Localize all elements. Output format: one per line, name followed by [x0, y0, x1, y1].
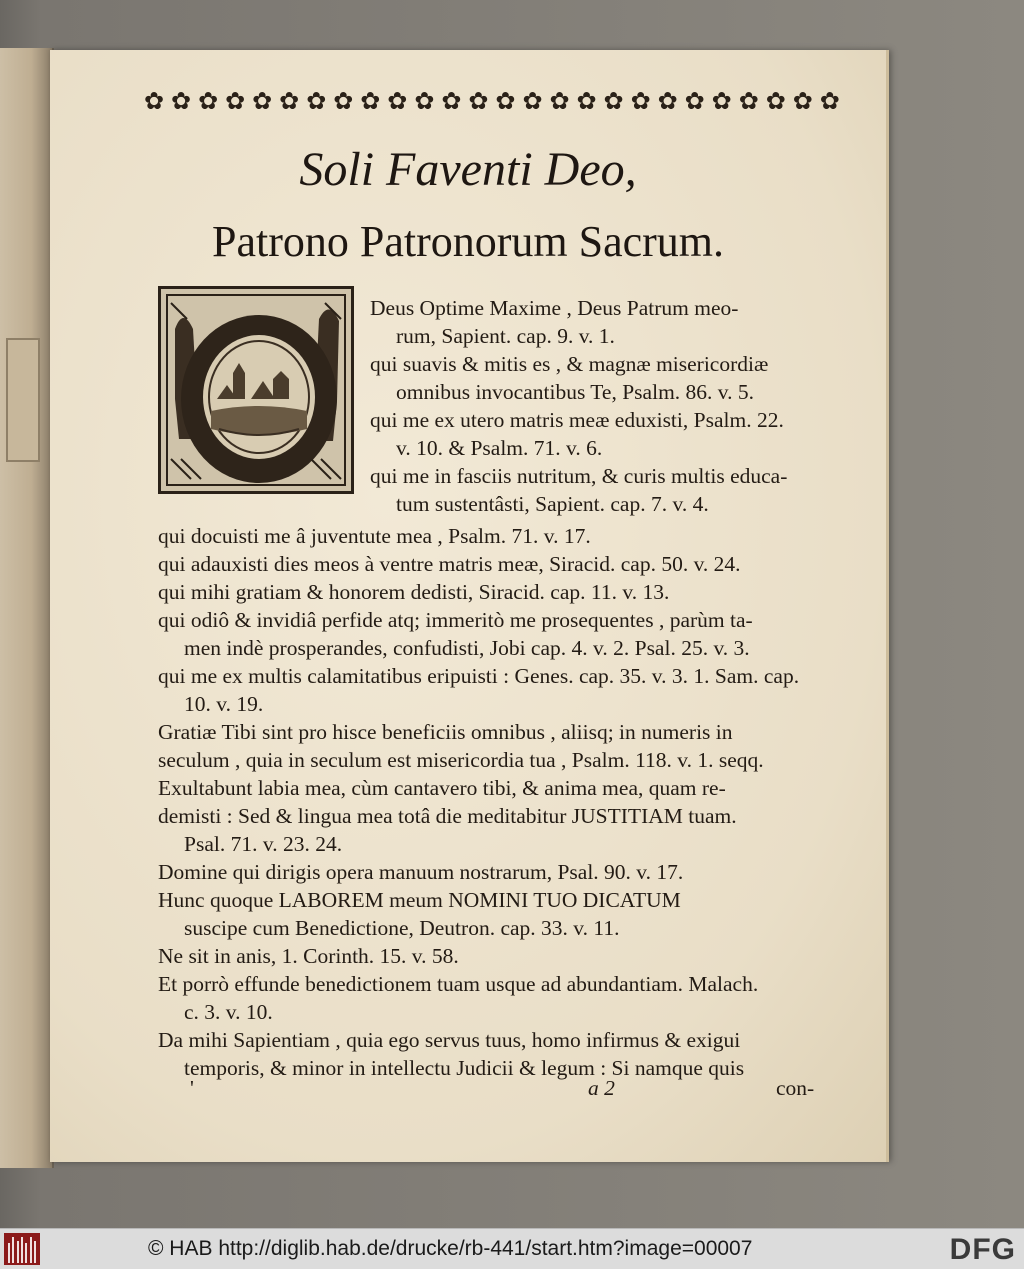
ornament-flower-icon: ✿ — [333, 88, 354, 114]
text-line: qui docuisti me â juventute mea , Psalm. 71. v. 17. — [158, 524, 591, 548]
text-line: qui me ex utero matris meæ eduxisti, Psalm. 22. — [370, 408, 784, 432]
ornament-flower-icon: ✿ — [630, 88, 651, 114]
text-line: Da mihi Sapientiam , quia ego servus tuus, homo infirmus & exigui — [158, 1028, 741, 1052]
dfg-logo: DFG — [949, 1233, 1016, 1266]
text-line: qui me in fasciis nutritum, & curis multis educa- — [370, 464, 788, 488]
ornament-flower-icon: ✿ — [792, 88, 813, 114]
ornament-flower-icon: ✿ — [225, 88, 246, 114]
text-line: temporis, & minor in intellectu Judicii & legum : Si namque quis — [184, 1056, 745, 1080]
ornament-flower-icon: ✿ — [576, 88, 597, 114]
text-line: 10. v. 19. — [184, 692, 264, 716]
ornament-flower-icon: ✿ — [441, 88, 462, 114]
text-line: Deus Optime Maxime , Deus Patrum meo- — [370, 296, 739, 320]
signature-mark: a 2 — [588, 1076, 615, 1100]
ornament-flower-icon: ✿ — [819, 88, 840, 114]
text-line: Et porrò effunde benedictionem tuam usque ad abundantiam. Malach. — [158, 972, 759, 996]
ornament-flower-icon: ✿ — [279, 88, 300, 114]
ornament-border-row — [144, 88, 840, 114]
ornament-flower-icon: ✿ — [171, 88, 192, 114]
text-line: v. 10. & Psalm. 71. v. 6. — [396, 436, 603, 460]
text-line: tum sustentâsti, Sapient. cap. 7. v. 4. — [396, 492, 709, 516]
text-line: qui suavis & mitis es , & magnæ misericordiæ — [370, 352, 769, 376]
catchword: con- — [776, 1076, 815, 1100]
text-line: rum, Sapient. cap. 9. v. 1. — [396, 324, 615, 348]
footer-bar — [0, 1228, 1024, 1269]
ornament-flower-icon: ✿ — [711, 88, 732, 114]
ornament-flower-icon: ✿ — [144, 88, 165, 114]
ornament-flower-icon: ✿ — [468, 88, 489, 114]
text-line: omnibus invocantibus Te, Psalm. 86. v. 5. — [396, 380, 755, 404]
text-line: Psal. 71. v. 23. 24. — [184, 832, 343, 856]
footer-credit-link[interactable]: © HAB http://diglib.hab.de/drucke/rb-441/start.htm?image=00007 — [148, 1237, 753, 1260]
text-line: suscipe cum Benedictione, Deutron. cap. 33. v. 11. — [184, 916, 620, 940]
book-page — [50, 50, 889, 1162]
decorated-initial-icon — [158, 286, 354, 494]
page-mark: ' — [190, 1076, 194, 1100]
page-subtitle: Patrono Patronorum Sacrum. — [211, 217, 725, 266]
ornament-flower-icon: ✿ — [765, 88, 786, 114]
text-line: seculum , quia in seculum est misericordia tua , Psalm. 118. v. 1. seqq. — [158, 748, 764, 772]
ornament-flower-icon: ✿ — [657, 88, 678, 114]
ornament-flower-icon: ✿ — [684, 88, 705, 114]
previous-page-edge — [0, 48, 54, 1168]
edge-ornament-icon — [6, 338, 40, 462]
ornament-flower-icon: ✿ — [414, 88, 435, 114]
ornament-flower-icon: ✿ — [738, 88, 759, 114]
text-line: Domine qui dirigis opera manuum nostrarum, Psal. 90. v. 17. — [158, 860, 684, 884]
ornament-flower-icon: ✿ — [495, 88, 516, 114]
text-line: Exultabunt labia mea, cùm cantavero tibi, & anima mea, quam re- — [158, 776, 726, 800]
text-line: Ne sit in anis, 1. Corinth. 15. v. 58. — [158, 944, 459, 968]
text-line: qui mihi gratiam & honorem dedisti, Siracid. cap. 11. v. 13. — [158, 580, 670, 604]
text-line: qui odiô & invidiâ perfide atq; immeritò me prosequentes , parùm ta- — [158, 608, 753, 632]
ornament-flower-icon: ✿ — [522, 88, 543, 114]
text-line: qui adauxisti dies meos à ventre matris meæ, Siracid. cap. 50. v. 24. — [158, 552, 741, 576]
ornament-flower-icon: ✿ — [360, 88, 381, 114]
text-line: qui me ex multis calamitatibus eripuisti : Genes. cap. 35. v. 3. 1. Sam. cap. — [158, 664, 800, 688]
ornament-flower-icon: ✿ — [387, 88, 408, 114]
text-line: demisti : Sed & lingua mea totâ die meditabitur JUSTITIAM tuam. — [158, 804, 737, 828]
hab-logo-icon — [4, 1233, 40, 1265]
text-line: Hunc quoque LABOREM meum NOMINI TUO DICATUM — [158, 888, 681, 912]
ornament-flower-icon: ✿ — [198, 88, 219, 114]
text-line: c. 3. v. 10. — [184, 1000, 273, 1024]
ornament-flower-icon: ✿ — [306, 88, 327, 114]
text-line: men indè prosperandes, confudisti, Jobi cap. 4. v. 2. Psal. 25. v. 3. — [184, 636, 750, 660]
ornament-flower-icon: ✿ — [252, 88, 273, 114]
ornament-flower-icon: ✿ — [603, 88, 624, 114]
text-line: Gratiæ Tibi sint pro hisce beneficiis omnibus , aliisq; in numeris in — [158, 720, 733, 744]
page-title: Soli Faventi Deo, — [299, 143, 637, 196]
ornament-flower-icon: ✿ — [549, 88, 570, 114]
